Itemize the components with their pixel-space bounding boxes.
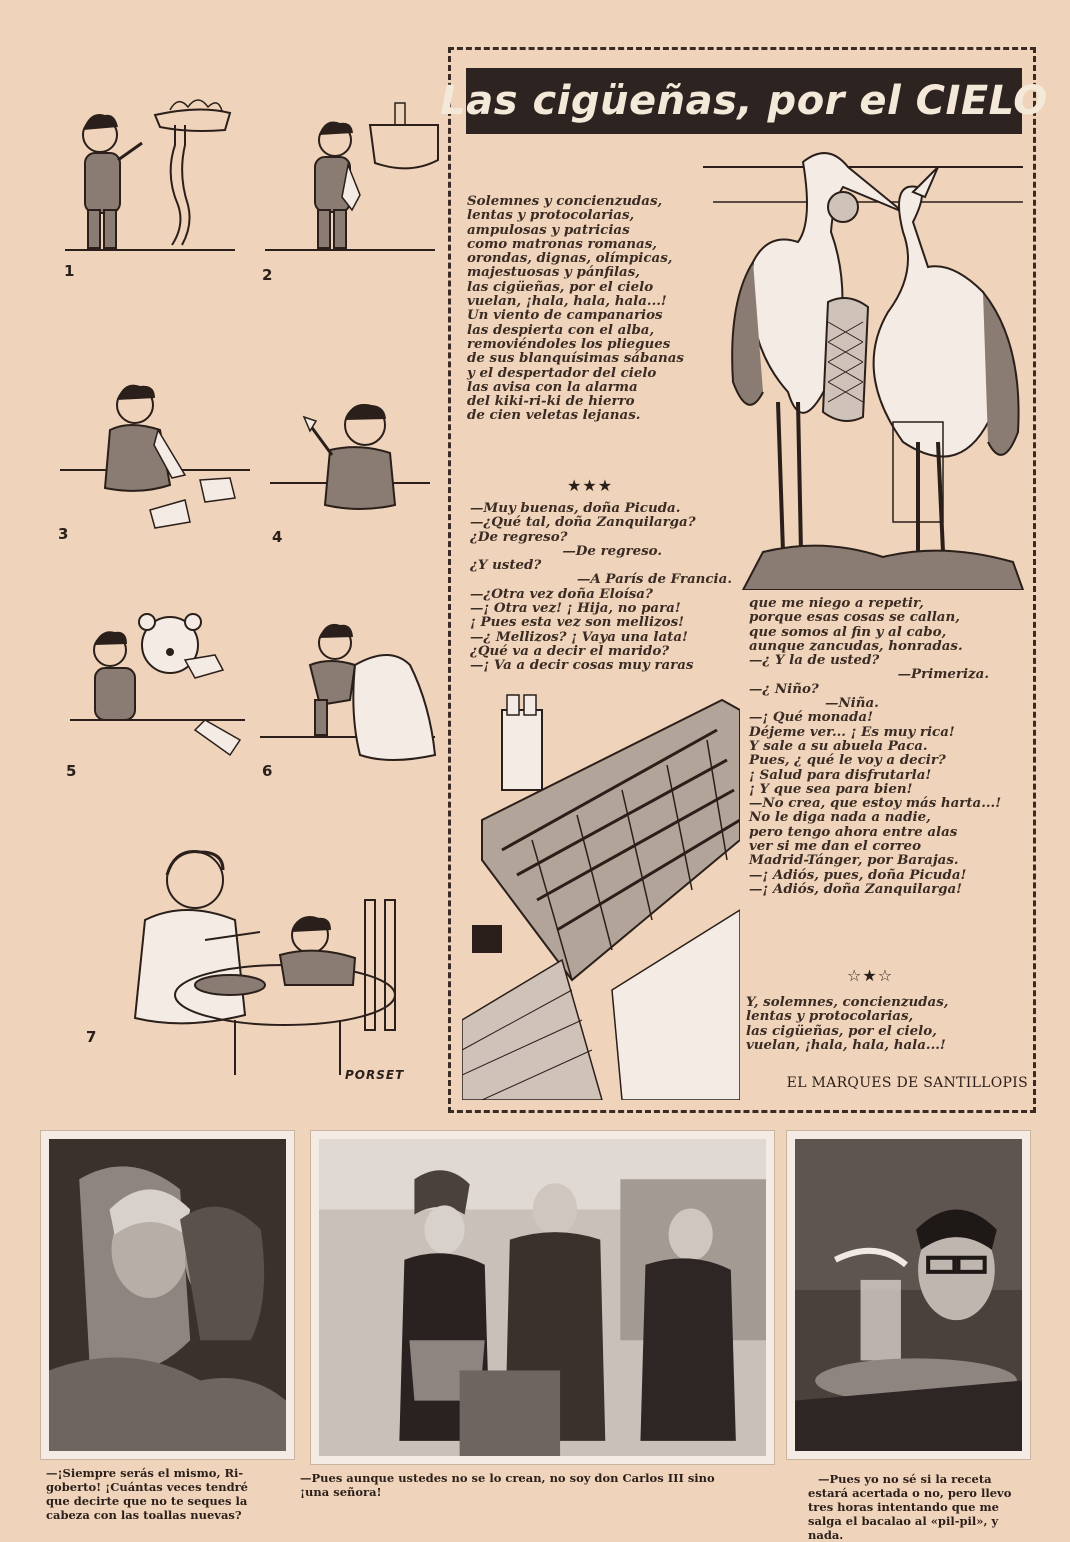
poem-line: las despierta con el alba, bbox=[467, 321, 655, 338]
poem-line: Un viento de campanarios bbox=[467, 307, 663, 324]
poem-line: —¡ Otra vez! ¡ Hija, no para! bbox=[470, 600, 681, 617]
poem-line: ¡ Salud para disfrutarla! bbox=[749, 766, 932, 783]
poem-line: Madrid-Tánger, por Barajas. bbox=[749, 852, 959, 869]
poem-line: de cien veletas lejanas. bbox=[467, 407, 641, 424]
poem-line: ¡ Y que sea para bien! bbox=[749, 780, 913, 797]
caption-line: —Pues yo no sé si la receta bbox=[818, 1472, 992, 1486]
comic-panel-6 bbox=[260, 605, 440, 765]
poem-line: —Niña. bbox=[825, 695, 879, 712]
poem-stanza-final bbox=[746, 995, 948, 1052]
photo-right bbox=[786, 1130, 1031, 1460]
poem-line: —¿ Mellizos? ¡ Vaya una lata! bbox=[470, 628, 688, 645]
panel-number-2: 2 bbox=[262, 266, 273, 284]
poem-line: —A París de Francia. bbox=[576, 571, 732, 588]
photo-middle-image bbox=[319, 1139, 766, 1456]
poem-line: —Primeriza. bbox=[897, 666, 989, 683]
comic-panel-7 bbox=[85, 840, 430, 1085]
poem-line: majestuosas y pánfilas, bbox=[467, 264, 640, 281]
poem-line: Pues, ¿ qué le voy a decir? bbox=[749, 752, 946, 769]
poem-line: ¿De regreso? bbox=[470, 528, 568, 545]
poem-line: pero tengo ahora entre alas bbox=[749, 823, 958, 840]
caption-line: —Pues aunque ustedes no se lo crean, no soy don Carlos III sino bbox=[300, 1471, 715, 1485]
panel-number-7: 7 bbox=[86, 1028, 97, 1046]
poem-line: ampulosas y patricias bbox=[467, 221, 630, 238]
section-stars-2: ☆★☆ bbox=[847, 966, 894, 985]
caption-line: ¡una señora! bbox=[300, 1485, 382, 1499]
poem-dialogue-left bbox=[470, 501, 738, 673]
photo-middle bbox=[310, 1130, 775, 1465]
poem-line: las cigüeñas, por el cielo bbox=[467, 278, 654, 295]
photo-left-image bbox=[49, 1139, 286, 1451]
photo-middle-caption bbox=[300, 1471, 715, 1499]
caption-line: tres horas intentando que me bbox=[808, 1500, 999, 1514]
caption-line: salga el bacalao al «pil-pil», y bbox=[808, 1514, 999, 1528]
poem-line: aunque zancudas, honradas. bbox=[749, 637, 963, 654]
panel-number-1: 1 bbox=[64, 262, 75, 280]
stork-illustration bbox=[703, 142, 1025, 590]
poem-line: vuelan, ¡hala, hala, hala...! bbox=[746, 1036, 946, 1053]
comic-panel-1 bbox=[60, 85, 240, 275]
poem-line: ¿Y usted? bbox=[470, 557, 542, 574]
panel-number-5: 5 bbox=[66, 762, 77, 780]
panel-number-6: 6 bbox=[262, 762, 273, 780]
poem-line: —¿ Y la de usted? bbox=[749, 652, 880, 669]
poem-author: EL MARQUES DE SANTILLOPIS bbox=[786, 1075, 1028, 1091]
poem-line: —¿Qué tal, doña Zanquilarga? bbox=[470, 514, 696, 531]
photo-left bbox=[40, 1130, 295, 1460]
caption-line: —¡Siempre serás el mismo, Ri- bbox=[46, 1466, 244, 1480]
poem-line: removiéndoles los pliegues bbox=[467, 335, 671, 352]
poem-line: de sus blanquísimas sábanas bbox=[467, 350, 684, 367]
poem-line: las avisa con la alarma bbox=[467, 378, 638, 395]
caption-line: que decirte que no te seques la bbox=[46, 1494, 248, 1508]
poem-line: —Muy buenas, doña Picuda. bbox=[470, 500, 681, 516]
photo-right-image bbox=[795, 1139, 1022, 1451]
poem-line: —¿Otra vez doña Eloísa? bbox=[470, 585, 653, 602]
poem-line: —¡ Adiós, pues, doña Picuda! bbox=[749, 866, 967, 883]
poem-line: —¡ Va a decir cosas muy raras bbox=[470, 657, 694, 674]
poem-line: ¿Qué va a decir el marido? bbox=[470, 642, 670, 659]
caption-line: nada. bbox=[808, 1528, 844, 1542]
caption-line: cabeza con las toallas nuevas? bbox=[46, 1508, 242, 1522]
poem-line: del kiki-ri-ki de hierro bbox=[467, 393, 635, 410]
poem-line: Solemnes y concienzudas, bbox=[467, 193, 663, 209]
poem-line: orondas, dignas, olímpicas, bbox=[467, 250, 673, 267]
comic-panel-2 bbox=[260, 85, 440, 275]
poem-line: que somos al fin y al cabo, bbox=[749, 623, 947, 640]
poem-line: porque esas cosas se callan, bbox=[749, 609, 960, 626]
poem-line: —¿ Niño? bbox=[749, 680, 819, 697]
artist-signature: PORSET bbox=[345, 1068, 405, 1082]
poem-line: que me niego a repetir, bbox=[749, 595, 924, 611]
poem-line: y el despertador del cielo bbox=[467, 364, 657, 381]
poem-stanza-1 bbox=[467, 194, 684, 423]
poem-line: las cigüeñas, por el cielo, bbox=[746, 1022, 937, 1039]
comic-panel-4 bbox=[270, 395, 440, 530]
poem-line: ver si me dan el correo bbox=[749, 838, 922, 855]
poem-line: como matronas romanas, bbox=[467, 235, 657, 252]
caption-line: estará acertada o no, pero llevo bbox=[808, 1486, 1012, 1500]
panel-number-3: 3 bbox=[58, 525, 69, 543]
poem-line: —No crea, que estoy más harta...! bbox=[749, 795, 1002, 812]
poem-title: Las cigüeñas, por el CIELO bbox=[466, 68, 1022, 134]
rooftop-illustration bbox=[462, 690, 740, 1100]
caption-line: goberto! ¡Cuántas veces tendré bbox=[46, 1480, 248, 1494]
poem-line: —De regreso. bbox=[562, 542, 662, 559]
poem-line: —¡ Adiós, doña Zanquilarga! bbox=[749, 880, 963, 897]
photo-left-caption bbox=[46, 1466, 248, 1522]
photo-right-caption bbox=[808, 1472, 1011, 1542]
poem-line: —¡ Qué monada! bbox=[749, 709, 873, 726]
poem-line: lentas y protocolarias, bbox=[467, 207, 635, 224]
poem-line: Déjeme ver... ¡ Es muy rica! bbox=[749, 723, 955, 740]
poem-line: No le diga nada a nadie, bbox=[749, 809, 931, 826]
poem-line: vuelan, ¡hala, hala, hala...! bbox=[467, 293, 667, 310]
poem-line: ¡ Pues esta vez son mellizos! bbox=[470, 614, 684, 631]
poem-line: Y sale a su abuela Paca. bbox=[749, 737, 928, 754]
comic-panel-3 bbox=[60, 360, 250, 530]
poem-line: lentas y protocolarias, bbox=[746, 1008, 914, 1025]
comic-panel-5 bbox=[65, 600, 250, 760]
poem-line: Y, solemnes, concienzudas, bbox=[746, 994, 949, 1010]
panel-number-4: 4 bbox=[272, 528, 283, 546]
poem-dialogue-right bbox=[749, 596, 1019, 896]
section-stars-1: ★★★ bbox=[567, 476, 614, 495]
